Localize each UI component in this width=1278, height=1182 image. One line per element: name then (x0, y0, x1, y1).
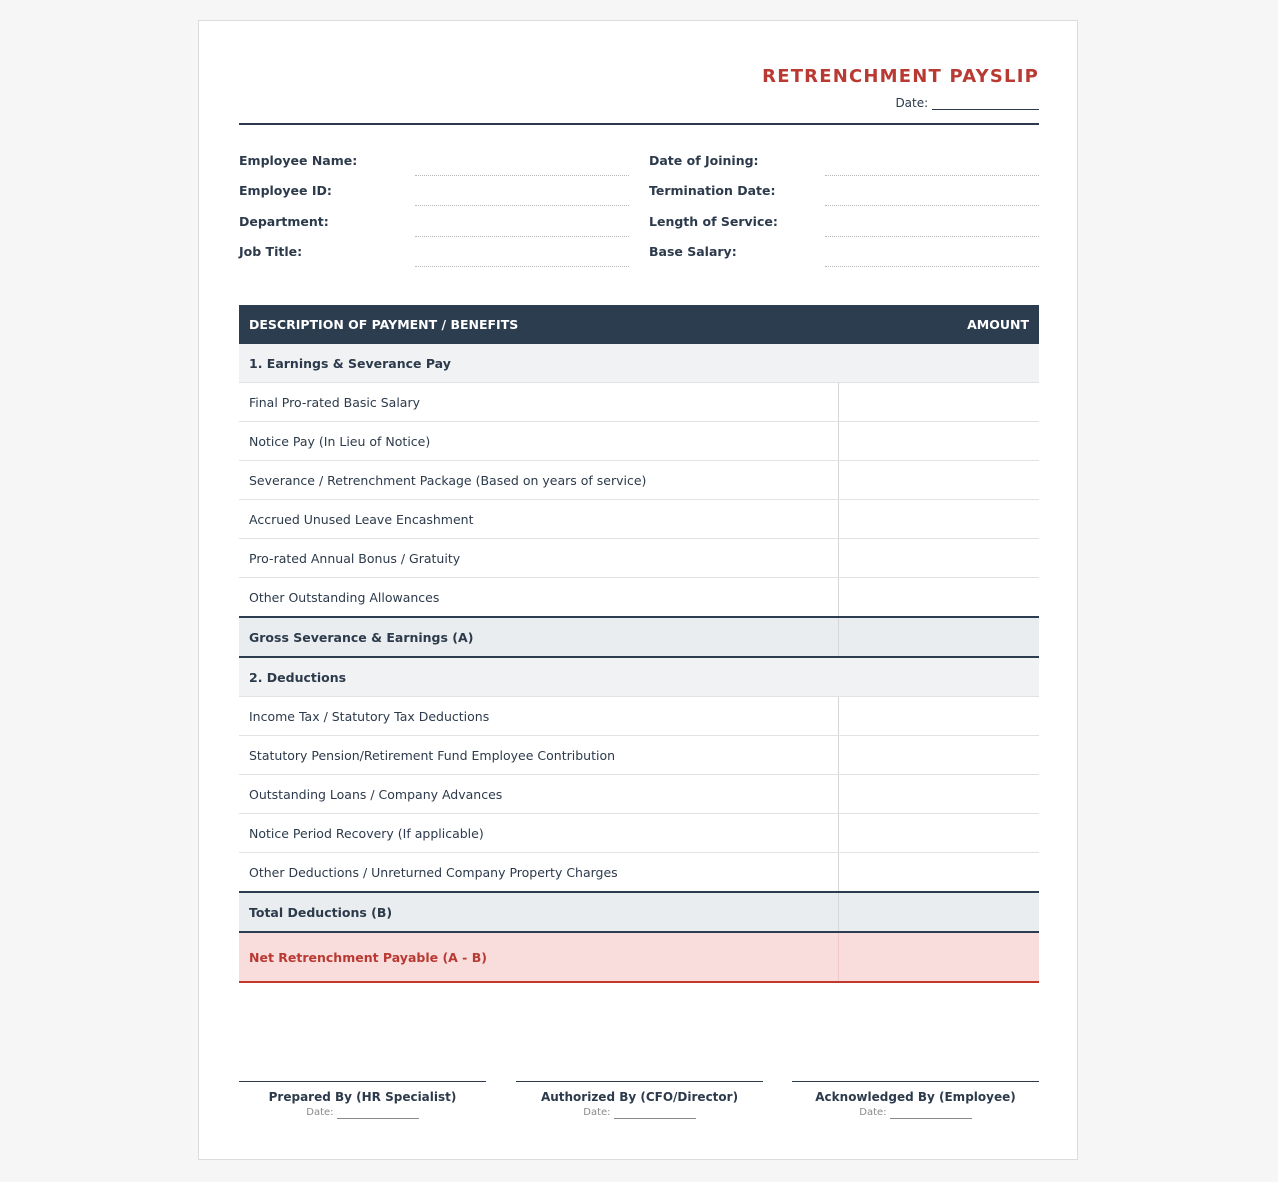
signature-date (516, 1107, 763, 1119)
header-date (239, 96, 1039, 110)
signature-date-line[interactable] (890, 1118, 972, 1119)
signature-date-line[interactable] (614, 1118, 696, 1119)
table-row (239, 383, 1039, 422)
table-row (239, 814, 1039, 853)
net-payable-label: Net Retrenchment Payable (A - B) (239, 932, 839, 982)
row-description: Other Deductions / Unreturned Company Property Charges (239, 853, 839, 893)
signature-section (239, 1081, 1039, 1141)
gross-earnings-amount[interactable] (839, 617, 1040, 657)
table-row (239, 500, 1039, 539)
amount-cell[interactable] (839, 736, 1040, 775)
row-description: Accrued Unused Leave Encashment (239, 500, 839, 539)
amount-cell[interactable] (839, 383, 1040, 422)
employee-id-field (239, 183, 629, 213)
length-of-service-label: Length of Service: (649, 214, 778, 229)
table-row (239, 697, 1039, 736)
signature-date-label: Date: (583, 1107, 611, 1118)
date-of-joining-label: Date of Joining: (649, 153, 759, 168)
row-description: Other Outstanding Allowances (239, 578, 839, 618)
signature-title: Prepared By (HR Specialist) (268, 1090, 457, 1104)
signature-date-label: Date: (306, 1107, 334, 1118)
employee-id-line[interactable] (415, 205, 629, 206)
gross-earnings-total-row (239, 617, 1039, 657)
row-description: Outstanding Loans / Company Advances (239, 775, 839, 814)
signature-date (792, 1107, 1039, 1119)
signature-date-label: Date: (859, 1107, 887, 1118)
base-salary-field (649, 244, 1039, 274)
department-label: Department: (239, 214, 329, 229)
signature-prepared-by (239, 1081, 486, 1119)
total-deductions-label: Total Deductions (B) (239, 892, 839, 932)
base-salary-line[interactable] (825, 266, 1039, 267)
amount-cell[interactable] (839, 853, 1040, 893)
employee-info (239, 125, 1039, 295)
amount-cell[interactable] (839, 775, 1040, 814)
length-of-service-field (649, 214, 1039, 244)
termination-date-line[interactable] (825, 205, 1039, 206)
job-title-line[interactable] (415, 266, 629, 267)
date-of-joining-field (649, 153, 1039, 183)
employee-name-line[interactable] (415, 175, 629, 176)
deductions-heading: 2. Deductions (239, 657, 1039, 697)
length-of-service-line[interactable] (825, 236, 1039, 237)
total-deductions-amount[interactable] (839, 892, 1040, 932)
amount-cell[interactable] (839, 697, 1040, 736)
description-column-header: DESCRIPTION OF PAYMENT / BENEFITS (239, 305, 839, 344)
amount-cell[interactable] (839, 500, 1040, 539)
row-description: Pro-rated Annual Bonus / Gratuity (239, 539, 839, 578)
gross-earnings-label: Gross Severance & Earnings (A) (239, 617, 839, 657)
amount-cell[interactable] (839, 539, 1040, 578)
amount-cell[interactable] (839, 814, 1040, 853)
row-description: Severance / Retrenchment Package (Based on years of service) (239, 461, 839, 500)
document-content (239, 21, 1039, 1118)
job-title-label: Job Title: (239, 244, 303, 259)
table-header-row (239, 305, 1039, 344)
deductions-section-row (239, 657, 1039, 697)
net-payable-amount[interactable] (839, 932, 1040, 982)
header-date-label: Date: (895, 96, 929, 110)
termination-date-field (649, 183, 1039, 213)
department-line[interactable] (415, 236, 629, 237)
base-salary-label: Base Salary: (649, 244, 737, 259)
table-row (239, 422, 1039, 461)
termination-date-label: Termination Date: (649, 183, 776, 198)
employee-id-label: Employee ID: (239, 183, 332, 198)
net-payable-row (239, 932, 1039, 982)
amount-column-header: AMOUNT (839, 305, 1040, 344)
row-description: Statutory Pension/Retirement Fund Employee Contribution (239, 736, 839, 775)
signature-acknowledged-by (792, 1081, 1039, 1119)
department-field (239, 214, 629, 244)
signature-title: Authorized By (CFO/Director) (540, 1090, 739, 1104)
payslip-document (198, 20, 1078, 1160)
table-row (239, 461, 1039, 500)
row-description: Notice Pay (In Lieu of Notice) (239, 422, 839, 461)
row-description: Income Tax / Statutory Tax Deductions (239, 697, 839, 736)
employee-name-label: Employee Name: (239, 153, 358, 168)
document-header (239, 21, 1039, 110)
header-date-line[interactable] (932, 109, 1039, 110)
document-title: RETRENCHMENT PAYSLIP (762, 66, 1039, 87)
amount-cell[interactable] (839, 578, 1040, 618)
table-row (239, 736, 1039, 775)
signature-authorized-by (516, 1081, 763, 1119)
amount-cell[interactable] (839, 422, 1040, 461)
employee-name-field (239, 153, 629, 183)
signature-date-line[interactable] (337, 1118, 419, 1119)
amount-cell[interactable] (839, 461, 1040, 500)
date-of-joining-line[interactable] (825, 175, 1039, 176)
table-row (239, 775, 1039, 814)
total-deductions-row (239, 892, 1039, 932)
earnings-section-row (239, 344, 1039, 383)
row-description: Notice Period Recovery (If applicable) (239, 814, 839, 853)
table-row (239, 539, 1039, 578)
signature-date (239, 1107, 486, 1119)
row-description: Final Pro-rated Basic Salary (239, 383, 839, 422)
table-row (239, 853, 1039, 893)
table-row (239, 578, 1039, 618)
payment-table (239, 305, 1039, 983)
earnings-heading: 1. Earnings & Severance Pay (239, 344, 1039, 383)
job-title-field (239, 244, 629, 274)
signature-title: Acknowledged By (Employee) (815, 1090, 1016, 1104)
